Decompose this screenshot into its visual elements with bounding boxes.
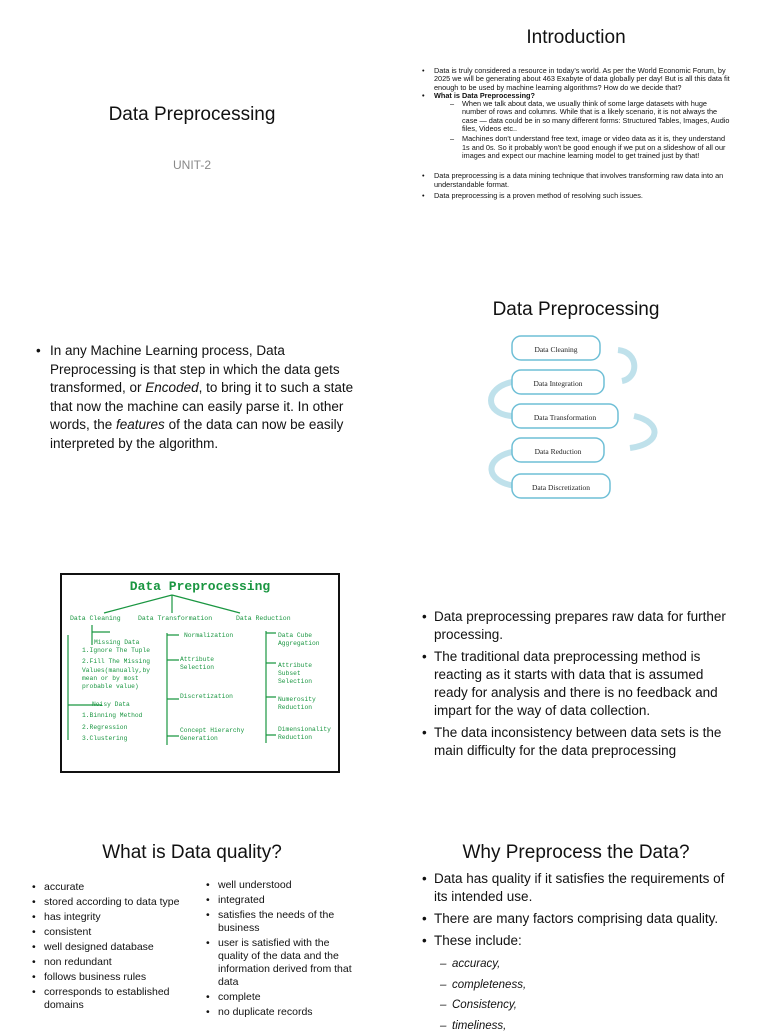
why-preprocess-title: Why Preprocess the Data? bbox=[384, 842, 768, 864]
branch-reduction: Data Reduction bbox=[236, 615, 291, 622]
slide-title-subtitle: UNIT-2 bbox=[0, 158, 384, 172]
flow-arrow bbox=[618, 350, 634, 381]
cleaning-item: probable value) bbox=[82, 683, 150, 691]
branch-cleaning: Data Cleaning bbox=[70, 615, 121, 622]
cleaning-item: Noisy Data bbox=[82, 701, 150, 709]
reduction-item: Aggregation bbox=[278, 640, 331, 648]
transformation-item: Discretization bbox=[180, 693, 244, 701]
quality-item: • corresponds to established domains bbox=[30, 986, 195, 1012]
quality-item: • well designed database bbox=[30, 941, 195, 954]
quality-item: • well understood bbox=[204, 879, 354, 892]
intro-sub-bullet: – Machines don't understand free text, image or video data as it is, they understand 1s and 0s. So it probably won't be good enough if we put on a slideshow of all our images and expect our machine learning model to get trained just by that! bbox=[450, 135, 732, 160]
why-sub-item: – Consistency, bbox=[440, 995, 526, 1016]
quality-item: • stored according to data type bbox=[30, 896, 195, 909]
slide-why-preprocess bbox=[384, 830, 768, 1024]
intro-bullet: • Data preprocessing is a proven method of resolving such issues. bbox=[420, 192, 732, 200]
step-label: Data Transformation bbox=[534, 413, 597, 422]
slide-ml-preprocessing bbox=[0, 300, 384, 540]
reduction-item: Selection bbox=[278, 678, 331, 686]
quality-item: • no duplicate records bbox=[204, 1006, 354, 1019]
why-sub-item: – accuracy, bbox=[440, 954, 526, 975]
slide-preprocessing-tree bbox=[60, 573, 340, 773]
cleaning-item: Missing Data bbox=[82, 639, 150, 647]
quality-item: • user is satisfied with the quality of the data and the information derived from that data bbox=[204, 937, 354, 989]
steps-title: Data Preprocessing bbox=[384, 299, 768, 321]
cleaning-item: Values(manually,by bbox=[82, 667, 150, 675]
step-label: Data Cleaning bbox=[534, 345, 577, 354]
flow-arrow bbox=[491, 382, 512, 416]
transformation-item: Normalization bbox=[180, 632, 244, 640]
slide-data-quality bbox=[0, 830, 384, 1024]
quality-item: • complete bbox=[204, 991, 354, 1004]
quality-item: • consistent bbox=[30, 926, 195, 939]
data-quality-title: What is Data quality? bbox=[0, 842, 384, 864]
branch-transformation: Data Transformation bbox=[138, 615, 212, 622]
why-sub-item: – timeliness, bbox=[440, 1016, 526, 1036]
introduction-title: Introduction bbox=[384, 27, 768, 49]
slide-title bbox=[0, 0, 384, 260]
reduction-item: Data Cube bbox=[278, 632, 331, 640]
cleaning-item: 2.Fill The Missing bbox=[82, 658, 150, 666]
transformation-item: Generation bbox=[180, 735, 244, 743]
step-label: Data Integration bbox=[534, 379, 583, 388]
quality-item: • accurate bbox=[30, 881, 195, 894]
step-label: Data Discretization bbox=[532, 483, 590, 492]
step-label: Data Reduction bbox=[535, 447, 582, 456]
why-bullet: • Data has quality if it satisfies the requirements of its intended use. bbox=[420, 870, 740, 906]
slide-introduction bbox=[384, 0, 768, 260]
cleaning-item: 2.Regression bbox=[82, 724, 150, 732]
reduction-item: Dimensionality bbox=[278, 726, 331, 734]
notes-bullet: • The data inconsistency between data sets is the main difficulty for the data preprocessing bbox=[420, 724, 740, 760]
cleaning-item: 1.Ignore The Tuple bbox=[82, 647, 150, 655]
slide-preprocessing-notes bbox=[420, 608, 740, 764]
ml-paragraph: • In any Machine Learning process, Data Preprocessing is that step in which the data gets transformed, or Encoded, to bring it to such a state that now the machine can easily parse it. In other words, the features of the data can now be easily interpreted by the algorithm. bbox=[36, 342, 360, 453]
flow-arrow bbox=[630, 416, 655, 448]
intro-bullet: • Data is truly considered a resource in today's world. As per the World Economic Forum, by 2025 we will be generating about 463 Exabyte of data globally per day! But is all this data fit enough to be used by machine learning algorithms? How do we decide that? bbox=[420, 67, 732, 92]
tree-title: Data Preprocessing bbox=[62, 579, 338, 594]
transformation-items bbox=[180, 632, 244, 743]
notes-bullet: • The traditional data preprocessing method is reacting as it starts with data that is assumed ready for analysis and there is no feedback and impart for the way of data collection. bbox=[420, 648, 740, 720]
why-bullet: • These include: bbox=[420, 932, 740, 950]
reduction-item: Subset bbox=[278, 670, 331, 678]
quality-item: • non redundant bbox=[30, 956, 195, 969]
transformation-item: Selection bbox=[180, 664, 244, 672]
slide-title-heading: Data Preprocessing bbox=[0, 104, 384, 126]
quality-item: • integrated bbox=[204, 894, 354, 907]
quality-item: • satisfies the needs of the business bbox=[204, 909, 354, 935]
reduction-item: Reduction bbox=[278, 734, 331, 742]
why-bullet: • There are many factors comprising data quality. bbox=[420, 910, 740, 928]
reduction-item: Numerosity bbox=[278, 696, 331, 704]
intro-bullet: • What is Data Preprocessing? – When we talk about data, we usually think of some large datasets with huge number of rows and columns. While that is a likely scenario, it is not always the case — data could be in so many different forms: Structured Tables, Images, Audio files, Videos etc.. – Machines don't understand free text, image or video data as it is, they understand 1s and 0s. So it probably won't be good enough if we put on a slideshow of all our images and expect our machine learning model to get trained just by that! bbox=[420, 92, 732, 160]
transformation-item: Attribute bbox=[180, 656, 244, 664]
why-sub-item: – completeness, bbox=[440, 975, 526, 996]
cleaning-item: mean or by most bbox=[82, 675, 150, 683]
intro-bullet: • Data preprocessing is a data mining technique that involves transforming raw data into an understandable format. bbox=[420, 172, 732, 189]
quality-item: • follows business rules bbox=[30, 971, 195, 984]
introduction-body bbox=[420, 67, 732, 200]
cleaning-items bbox=[82, 639, 150, 743]
steps-flow-diagram bbox=[384, 330, 768, 560]
cleaning-item: 1.Binning Method bbox=[82, 712, 150, 720]
reduction-items bbox=[278, 632, 331, 742]
slide-preprocessing-steps bbox=[384, 290, 768, 530]
transformation-item: Concept Hierarchy bbox=[180, 727, 244, 735]
reduction-item: Reduction bbox=[278, 704, 331, 712]
reduction-item: Attribute bbox=[278, 662, 331, 670]
cleaning-item: 3.Clustering bbox=[82, 735, 150, 743]
intro-sub-bullet: – When we talk about data, we usually think of some large datasets with huge number of rows and columns. While that is a likely scenario, it is not always the case — data could be in so many different forms: Structured Tables, Images, Audio files, Videos etc.. bbox=[450, 100, 732, 133]
quality-item: • has integrity bbox=[30, 911, 195, 924]
notes-bullet: • Data preprocessing prepares raw data for further processing. bbox=[420, 608, 740, 644]
